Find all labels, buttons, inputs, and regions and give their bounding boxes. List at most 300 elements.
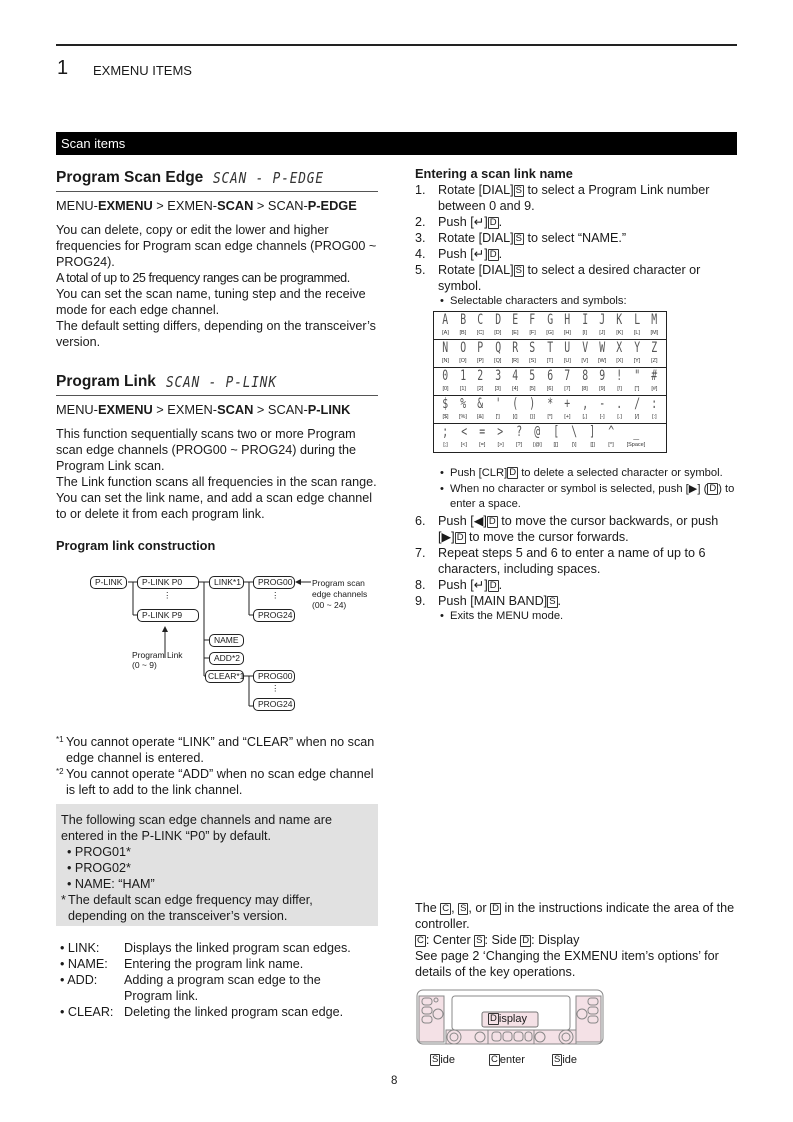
- side-label-left: [430, 1052, 455, 1068]
- text-run: : Side: [484, 933, 521, 947]
- ellipsis-icon: ⋮: [271, 683, 280, 693]
- description: [56, 222, 378, 350]
- lcd-glyph: Y: [634, 340, 640, 356]
- lcd-glyph: W: [599, 340, 606, 356]
- paragraph: You can set the link name, and add a scan edge channel to or delete it from each program link.: [56, 491, 373, 521]
- paragraph: This function sequentially scans two or more Program scan edge channels (PROG00 ~ PROG24) during the Program Link scan.: [56, 427, 356, 473]
- glyph-label: [']: [495, 414, 500, 420]
- chapter-number: 1: [57, 57, 69, 79]
- box-item-text: NAME: “HAM”: [74, 877, 155, 891]
- glyph-label: [1]: [459, 386, 466, 392]
- step-item: [415, 246, 737, 262]
- character-cell: [529, 424, 546, 452]
- glyph-label: [0]: [442, 386, 449, 392]
- glyph-label: [X]: [616, 358, 623, 364]
- lcd-glyph: O: [459, 340, 466, 356]
- lcd-glyph: 5: [529, 368, 536, 384]
- glyph-label: [F]: [529, 330, 536, 336]
- step-number: 5.: [415, 263, 426, 277]
- glyph-label: [A]: [442, 330, 449, 336]
- character-cell: [541, 340, 558, 367]
- node-prog24: PROG24: [253, 698, 295, 711]
- glyph-label: [=]: [479, 442, 486, 448]
- link-label-1: Program Link: [132, 650, 183, 660]
- text-run: , or: [468, 901, 491, 915]
- key-area-d-icon: D: [489, 249, 497, 260]
- character-cell: [524, 396, 541, 423]
- character-cell: [576, 312, 593, 339]
- definition-value: Deleting the linked program scan edge.: [124, 1005, 344, 1019]
- glyph-label: [:]: [652, 414, 657, 420]
- heading-title: Program Link: [56, 373, 156, 390]
- glyph-label: [)]: [530, 414, 535, 420]
- text-run: to select “NAME.”: [523, 231, 627, 245]
- character-cell: [611, 312, 628, 339]
- lcd-glyph: .: [616, 396, 623, 412]
- character-cell: [559, 340, 576, 367]
- path-segment: > SCAN-: [253, 198, 308, 213]
- lcd-glyph: 6: [546, 368, 553, 384]
- key-area-s-icon: S: [476, 935, 483, 946]
- box-item: • PROG01*: [67, 845, 131, 859]
- path-segment: SCAN: [217, 198, 254, 213]
- glyph-label: [.]: [617, 414, 622, 420]
- step-number: 6.: [415, 513, 426, 528]
- character-cell: [628, 312, 645, 339]
- glyph-label: [W]: [598, 358, 607, 364]
- character-cell: [603, 424, 620, 452]
- glyph-label: [Q]: [494, 358, 502, 364]
- text-run: .: [557, 593, 562, 608]
- lcd-glyph: 4: [512, 368, 519, 384]
- node-p-link: P-LINK: [90, 576, 127, 589]
- glyph-label: [I]: [582, 330, 588, 336]
- character-cell: [511, 424, 528, 452]
- sub-bullet-text: [450, 466, 723, 482]
- box-footnote: * The default scan edge frequency may differ, depending on the transceiver’s version.: [61, 892, 373, 924]
- path-segment: > SCAN-: [253, 402, 308, 417]
- step-number: 3.: [415, 231, 426, 245]
- glyph-label: [@]: [533, 442, 542, 448]
- glyph-label: [2]: [477, 386, 484, 392]
- steps-list: [415, 182, 737, 294]
- key-area-d-icon: D: [489, 579, 497, 591]
- text-run: Push [◀]: [438, 513, 487, 528]
- lcd-glyph: #: [651, 368, 658, 384]
- node-link: LINK*1: [209, 576, 244, 589]
- glyph-label: [*]: [547, 414, 553, 420]
- lcd-glyph: :: [651, 396, 658, 412]
- glyph-label: [/]: [634, 414, 640, 420]
- sub-bullets: [415, 466, 737, 513]
- glyph-label: [P]: [476, 358, 484, 364]
- definition-row: • LINK: Displays the linked program scan edges.: [60, 941, 351, 955]
- lcd-glyph: X: [616, 340, 623, 356]
- key-area-s-icon: S: [515, 185, 522, 196]
- chapter-title: EXMENU ITEMS: [93, 63, 192, 78]
- step-number: 8.: [415, 577, 426, 592]
- definition-row: • NAME: Entering the program link name.: [60, 957, 304, 971]
- glyph-label: [G]: [546, 330, 554, 336]
- lcd-glyph: R: [512, 340, 519, 356]
- glyph-label: [%]: [458, 414, 467, 420]
- definition-key: LINK:: [67, 941, 100, 955]
- path-segment: MENU-: [56, 402, 98, 417]
- lcd-glyph: A: [442, 312, 449, 328]
- lcd-glyph: J: [599, 312, 606, 328]
- lcd-glyph: U: [564, 340, 571, 356]
- definition-value: Entering the program link name.: [124, 957, 304, 971]
- character-cell: [621, 424, 651, 452]
- key-area-c-icon: C: [442, 903, 450, 914]
- step-number: 9.: [415, 593, 426, 608]
- radio-controller-illustration: [416, 988, 606, 1046]
- glyph-label: [O]: [459, 358, 467, 364]
- paragraph: You can delete, copy or edit the lower and higher frequencies for Program scan edge channels (PROG00 ~ PROG24).: [56, 223, 377, 269]
- node-p-link-p9: P-LINK P9: [137, 609, 199, 622]
- section-bar: Scan items: [56, 132, 737, 155]
- glyph-label: [J]: [599, 330, 606, 336]
- character-row: [434, 340, 666, 368]
- glyph-label: [K]: [616, 330, 623, 336]
- step-text: [438, 262, 737, 294]
- lcd-glyph: [: [552, 424, 559, 440]
- lcd-glyph: D: [494, 312, 501, 328]
- path-segment: > EXMEN-: [152, 402, 218, 417]
- character-cell: [576, 340, 593, 367]
- construction-heading: Program link construction: [56, 538, 216, 553]
- controller-see-page: See page 2 ‘Changing the EXMENU item’s options’ for details of the key operations.: [415, 949, 719, 979]
- step-item: [415, 262, 737, 294]
- character-row: [434, 368, 666, 396]
- glyph-label: [M]: [650, 330, 659, 336]
- lcd-glyph: N: [442, 340, 449, 356]
- lcd-glyph: ,: [581, 396, 588, 412]
- character-cell: [454, 340, 471, 367]
- step-text: [438, 577, 502, 593]
- lcd-glyph: !: [616, 368, 623, 384]
- lcd-glyph: _: [632, 424, 639, 440]
- center-label: [489, 1052, 525, 1068]
- text-run: .: [498, 577, 503, 592]
- lcd-glyph: /: [634, 396, 640, 412]
- glyph-label: [$]: [442, 414, 449, 420]
- character-cell: [437, 396, 454, 423]
- lcd-glyph: =: [479, 424, 486, 440]
- character-cell: [611, 340, 628, 367]
- glyph-label: [(]: [512, 414, 518, 420]
- character-cell: [646, 312, 663, 339]
- menu-path: [56, 402, 378, 418]
- definition-value: Displays the linked program scan edges.: [124, 941, 351, 955]
- step-item: [415, 182, 737, 214]
- sub-bullet: • When no character or symbol is selected, push [▶] ( D ) to enter a space.: [415, 482, 737, 513]
- character-cell: [646, 368, 663, 395]
- text-run: When no character or symbol is selected, push [▶] (: [450, 482, 708, 495]
- text-run: .: [498, 247, 503, 261]
- character-cell: [547, 424, 564, 452]
- glyph-label: [?]: [516, 442, 523, 448]
- character-cell: [472, 340, 489, 367]
- character-cell: [437, 368, 454, 395]
- node-clear: CLEAR*1: [205, 670, 244, 683]
- lcd-glyph: ': [494, 396, 501, 412]
- glyph-label: ["]: [634, 386, 640, 392]
- glyph-label: [[]: [553, 442, 559, 448]
- description: [56, 426, 378, 522]
- character-cell: [576, 396, 593, 423]
- glyph-label: [V]: [581, 358, 589, 364]
- character-cell: [594, 396, 611, 423]
- lcd-glyph: C: [477, 312, 484, 328]
- lcd-glyph: 7: [564, 368, 571, 384]
- key-area-d-icon: D: [492, 903, 499, 914]
- controller-note-line: [415, 900, 737, 932]
- glyph-label: []]: [590, 442, 595, 448]
- footnote-text: You cannot operate “ADD” when no scan edge channel is left to add to the link channel.: [66, 767, 374, 797]
- character-cell: [611, 368, 628, 395]
- character-cell: [437, 340, 454, 367]
- path-segment: EXMENU: [97, 198, 153, 213]
- text-run: to delete a selected character or symbol.: [518, 467, 723, 479]
- node-prog00: PROG00: [253, 670, 295, 683]
- entering-name-section: [415, 166, 737, 310]
- footnote: [56, 766, 378, 798]
- step-text: [438, 230, 626, 246]
- character-cell: [489, 368, 506, 395]
- lcd-glyph: H: [564, 312, 571, 328]
- character-cell: [541, 312, 558, 339]
- paragraph: The Link function scans all frequencies in the scan range.: [56, 475, 377, 489]
- character-cell: [454, 396, 471, 423]
- entering-name-continued: [415, 466, 737, 624]
- character-cell: [524, 368, 541, 395]
- glyph-label: [8]: [581, 386, 588, 392]
- glyph-label: [T]: [546, 358, 554, 364]
- lcd-glyph: ): [529, 396, 536, 412]
- text-run: Push [↵]: [438, 577, 488, 592]
- character-cell: [492, 424, 509, 452]
- footnotes: [56, 734, 378, 798]
- center-label-text: enter: [499, 1054, 525, 1066]
- text-run: Rotate [DIAL]: [438, 231, 514, 245]
- lcd-glyph: %: [459, 396, 466, 412]
- character-cell: [566, 424, 583, 452]
- ellipsis-icon: ⋮: [163, 590, 172, 600]
- character-cell: [611, 396, 628, 423]
- step-item: [415, 214, 737, 230]
- glyph-label: [!]: [617, 386, 622, 392]
- step-item: [415, 230, 737, 246]
- lcd-glyph: (: [512, 396, 519, 412]
- box-item-text: PROG02*: [74, 861, 131, 875]
- character-cell: [507, 396, 524, 423]
- character-cell: [594, 312, 611, 339]
- box-item-text: PROG01*: [74, 845, 131, 859]
- character-cell: [646, 340, 663, 367]
- path-segment: P-EDGE: [307, 198, 357, 213]
- step-item: [415, 545, 737, 577]
- text-run: to move the cursor backwards, or push [▶]: [438, 513, 719, 544]
- path-segment: EXMENU: [97, 402, 153, 417]
- character-cell: [559, 312, 576, 339]
- character-cell: [507, 368, 524, 395]
- definition-key: ADD:: [67, 973, 98, 987]
- lcd-glyph: <: [460, 424, 467, 440]
- lcd-glyph: S: [529, 340, 536, 356]
- lcd-glyph: 8: [581, 368, 588, 384]
- glyph-label: [L]: [633, 330, 641, 336]
- character-cell: [541, 396, 558, 423]
- lcd-glyph: T: [546, 340, 553, 356]
- text-run: Rotate [DIAL]: [438, 263, 514, 277]
- glyph-label: [S]: [529, 358, 536, 364]
- side-label-right: [552, 1052, 577, 1068]
- character-cell: [472, 312, 489, 339]
- glyph-label: [<]: [460, 442, 468, 448]
- glyph-label: [D]: [494, 330, 502, 336]
- lcd-glyph: I: [581, 312, 588, 328]
- section-heading: [56, 168, 378, 188]
- edge-label-3: (00 ~ 24): [312, 600, 347, 610]
- character-cell: [507, 340, 524, 367]
- text-run: to move the cursor forwards.: [465, 529, 629, 544]
- key-area-d-icon: D: [709, 482, 717, 494]
- glyph-label: [\]: [571, 442, 577, 448]
- glyph-label: [Y]: [633, 358, 641, 364]
- character-row: [434, 424, 666, 452]
- definition-key: NAME:: [67, 957, 108, 971]
- glyph-label: [;]: [443, 442, 448, 448]
- heading-rule: [56, 191, 378, 192]
- edge-label-1: Program scan: [312, 578, 365, 588]
- character-cell: [559, 396, 576, 423]
- text-run: to select a desired character or symbol.: [438, 263, 701, 293]
- text-run: Push [↵]: [438, 215, 488, 229]
- key-area-s-icon: S: [549, 595, 556, 607]
- lcd-glyph: @: [534, 424, 541, 440]
- footnote: [56, 734, 378, 766]
- lcd-glyph: ]: [589, 424, 596, 440]
- program-scan-edge-section: [56, 168, 378, 350]
- lcd-glyph: M: [651, 312, 658, 328]
- link-label-2: (0 ~ 9): [132, 660, 157, 670]
- lcd-glyph: -: [599, 396, 606, 412]
- step-text: [438, 214, 502, 230]
- lcd-glyph: +: [564, 396, 571, 412]
- character-cell: [628, 396, 645, 423]
- lcd-glyph: *: [546, 396, 553, 412]
- key-area-d-icon: D: [522, 935, 530, 946]
- display-label-text: isplay: [498, 1013, 527, 1025]
- key-area-s-icon: S: [515, 233, 522, 244]
- definition-row: • ADD: Adding a program scan edge to the Program link.: [60, 972, 380, 1004]
- character-cell: [437, 424, 454, 452]
- lcd-glyph: ^: [608, 424, 614, 440]
- lcd-glyph: $: [442, 396, 449, 412]
- final-bullet: • Exits the MENU mode.: [415, 609, 737, 625]
- lcd-glyph: ;: [442, 424, 449, 440]
- path-segment: > EXMEN-: [152, 198, 218, 213]
- character-cell: [489, 312, 506, 339]
- lcd-glyph: &: [477, 396, 484, 412]
- glyph-label: [-]: [599, 414, 605, 420]
- character-cell: [584, 424, 601, 452]
- controller-note: [415, 900, 737, 980]
- text-run: : Center: [425, 933, 475, 947]
- key-area-s-icon: S: [460, 903, 467, 914]
- box-intro: The following scan edge channels and name are entered in the P-LINK “P0” by default.: [61, 813, 332, 843]
- character-row: [434, 396, 666, 424]
- center-key-icon: C: [491, 1054, 498, 1065]
- glyph-label: [B]: [459, 330, 467, 336]
- footnote-text: You cannot operate “LINK” and “CLEAR” when no scan edge channel is entered.: [66, 735, 375, 765]
- step-item: [415, 513, 737, 545]
- page-number: 8: [391, 1075, 398, 1087]
- lcd-glyph: ": [634, 368, 640, 384]
- text-run: Repeat steps 5 and 6 to enter a name of up to 6 characters, including spaces.: [438, 545, 706, 576]
- lcd-glyph: 0: [442, 368, 449, 384]
- node-prog00: PROG00: [253, 576, 295, 589]
- lcd-glyph: ?: [516, 424, 523, 440]
- lcd-glyph: 3: [494, 368, 501, 384]
- character-cell: [489, 340, 506, 367]
- character-cell: [524, 340, 541, 367]
- lcd-glyph: 1: [459, 368, 466, 384]
- text-run: in the instructions indicate the area of the controller.: [415, 901, 735, 931]
- character-cell: [437, 312, 454, 339]
- path-segment: MENU-: [56, 198, 98, 213]
- character-cell: [454, 368, 471, 395]
- node-prog24: PROG24: [253, 609, 295, 622]
- display-key-icon: D: [490, 1013, 497, 1024]
- text-run: : Display: [531, 933, 580, 947]
- glyph-label: [&]: [476, 414, 484, 420]
- lcd-glyph: Z: [651, 340, 658, 356]
- glyph-label: [H]: [563, 330, 571, 336]
- step-number: 4.: [415, 247, 426, 261]
- step-text: [438, 593, 561, 609]
- lcd-glyph: E: [512, 312, 519, 328]
- glyph-label: [^]: [608, 442, 614, 448]
- definition-key: CLEAR:: [67, 1005, 114, 1019]
- entering-name-heading: Entering a scan link name: [415, 166, 573, 181]
- character-cell: [628, 368, 645, 395]
- step-item: [415, 593, 737, 609]
- character-cell: [594, 368, 611, 395]
- glyph-label: [N]: [441, 358, 450, 364]
- program-link-diagram: [85, 570, 385, 715]
- lcd-glyph: 9: [599, 368, 606, 384]
- sub-bullet-text: [450, 482, 737, 513]
- box-item: • PROG02*: [67, 861, 131, 875]
- paragraph: You can set the scan name, tuning step and the receive mode for each edge channel.: [56, 287, 366, 317]
- ellipsis-icon: ⋮: [271, 590, 280, 600]
- key-area-d-icon: D: [489, 217, 497, 228]
- default-settings-box: [56, 804, 378, 926]
- glyph-label: [7]: [564, 386, 571, 392]
- lcd-glyph: K: [616, 312, 623, 328]
- text-run: Rotate [DIAL]: [438, 183, 514, 197]
- step-text: [438, 545, 737, 577]
- lcd-readout: SCAN - P-LINK: [165, 373, 277, 391]
- controller-legend: [415, 932, 737, 948]
- lcd-glyph: B: [459, 312, 466, 328]
- side-label-text: ide: [440, 1054, 456, 1066]
- character-cell: [576, 368, 593, 395]
- glyph-label: [>]: [497, 442, 504, 448]
- step-item: [415, 577, 737, 593]
